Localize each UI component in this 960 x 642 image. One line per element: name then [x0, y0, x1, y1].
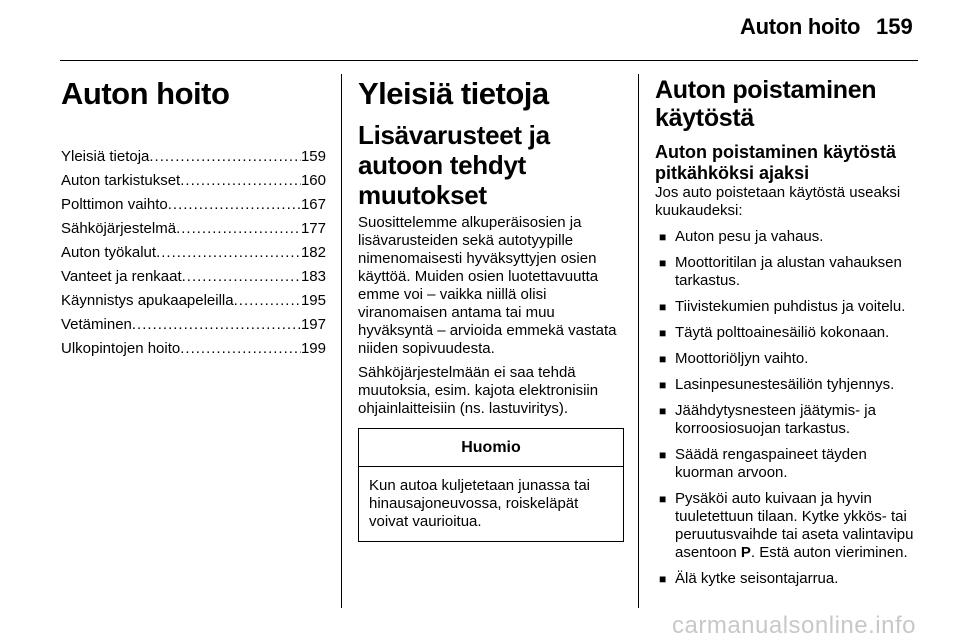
column-divider-1 [341, 74, 342, 608]
toc-entry-page: 160 [300, 172, 326, 189]
subsection-title: Lisävarusteet ja autoon tehdyt muutokset [358, 120, 550, 210]
toc-entry[interactable] [61, 220, 326, 238]
toc-leader-dots [180, 340, 301, 358]
toc-leader-dots [168, 196, 301, 214]
toc-entry-label: Auton tarkistukset [61, 172, 181, 189]
toc-leader-dots [234, 292, 301, 310]
paragraph: Sähköjärjestelmään ei saa tehdä muutoksia, esim. kajota elektronisiin ohjainlaitteisiin (ns. lastuviritys). [358, 364, 599, 417]
toc-leader-dots [156, 244, 301, 262]
toc-entry[interactable] [61, 268, 326, 286]
list-item: ■ Auton pesu ja vahaus. [655, 228, 921, 246]
toc-entry[interactable] [61, 316, 326, 334]
toc-entry-label: Vanteet ja renkaat [61, 268, 182, 285]
list-item-text-end: . Estä auton vieriminen. [750, 544, 908, 561]
toc-entry-page: 159 [300, 148, 326, 165]
intro-paragraph: Jos auto poistetaan käytöstä useaksi kuukaudeksi: [655, 184, 901, 219]
list-item: ■ Säädä rengaspaineet täyden kuorman arvoon. [655, 446, 921, 482]
toc-entry-page: 177 [300, 220, 326, 237]
toc-entry-label: Käynnistys apukaapeleilla [61, 292, 234, 309]
toc-entry-page: 199 [300, 340, 326, 357]
notice-title: Huomio [359, 429, 623, 467]
section-title: Auton poistaminen käytöstä [655, 76, 877, 132]
toc-column [61, 76, 326, 364]
subsection-title: Auton poistaminen käytöstä pitkähköksi ajaksi [655, 142, 897, 183]
watermark: carmanualsonline.info [672, 612, 916, 639]
notice-box [358, 428, 624, 542]
toc-entry[interactable] [61, 196, 326, 214]
column-divider-2 [638, 74, 639, 608]
paragraph: Suosittelemme alkuperäisosien ja lisävarusteiden sekä autotyypille nimenomaisesti hyväksyttyjen osien käyttöä. Muiden osien luotettavuutta emme voi – vaikka niillä olisi viranomaisen antama tai muu hyväksyntä – arvioida emmekä vastata niiden sopivuudesta. [358, 214, 617, 357]
gear-position-p: P [740, 544, 751, 561]
chapter-title: Auton hoito [61, 76, 230, 111]
toc-entry-label: Vetäminen [61, 316, 132, 333]
toc-entry[interactable] [61, 244, 326, 262]
toc-entry[interactable] [61, 172, 326, 190]
list-item: ■ Jäähdytysnesteen jäätymis- ja korroosiosuojan tarkastus. [655, 402, 921, 438]
toc-entry-page: 167 [300, 196, 326, 213]
toc-entry-label: Polttimon vaihto [61, 196, 168, 213]
general-info-column [358, 76, 620, 542]
toc-entry-label: Sähköjärjestelmä [61, 220, 177, 237]
toc-leader-dots [149, 148, 301, 166]
toc-leader-dots [132, 316, 301, 334]
toc-entry-page: 197 [300, 316, 326, 333]
toc-leader-dots [182, 268, 301, 286]
notice-text: Kun autoa kuljetetaan junassa tai hinausajoneuvossa, roiskeläpät voivat vaurioitua. [369, 477, 590, 530]
toc-entry-label: Ulkopintojen hoito [61, 340, 181, 357]
toc-entry-label: Yleisiä tietoja [61, 148, 150, 165]
toc-entry-page: 182 [300, 244, 326, 261]
list-item: ■ Älä kytke seisontajarrua. [655, 570, 921, 588]
list-item: ■ Täytä polttoainesäiliö kokonaan. [655, 324, 921, 342]
page-number: 159 [876, 14, 913, 39]
storage-column [655, 76, 921, 596]
toc-entry[interactable] [61, 292, 326, 310]
toc-entry-page: 183 [300, 268, 326, 285]
list-item: ■ Tiivistekumien puhdistus ja voitelu. [655, 298, 921, 316]
header-divider [60, 60, 918, 61]
toc-entry[interactable] [61, 148, 326, 166]
list-item: ■ Moottoritilan ja alustan vahauksen tarkastus. [655, 254, 921, 290]
header-title: Auton hoito [740, 14, 861, 39]
list-item: ■ Moottoriöljyn vaihto. [655, 350, 921, 368]
list-item [655, 490, 921, 562]
section-title: Yleisiä tietoja [358, 76, 549, 111]
list-item-text: Pysäköi auto kuivaan ja hyvin tuuletettuun tilaan. Kytke ykkös- tai peruutusvaihde tai aseta valintavipu asentoon [675, 490, 914, 561]
list-item: ■ Lasinpesunestesäiliön tyhjennys. [655, 376, 921, 394]
toc-leader-dots [180, 172, 301, 190]
toc-entry-label: Auton työkalut [61, 244, 157, 261]
toc-leader-dots [176, 220, 301, 238]
toc-entry[interactable] [61, 340, 326, 358]
toc-entry-page: 195 [300, 292, 326, 309]
table-of-contents [61, 148, 326, 358]
storage-checklist [655, 228, 921, 588]
